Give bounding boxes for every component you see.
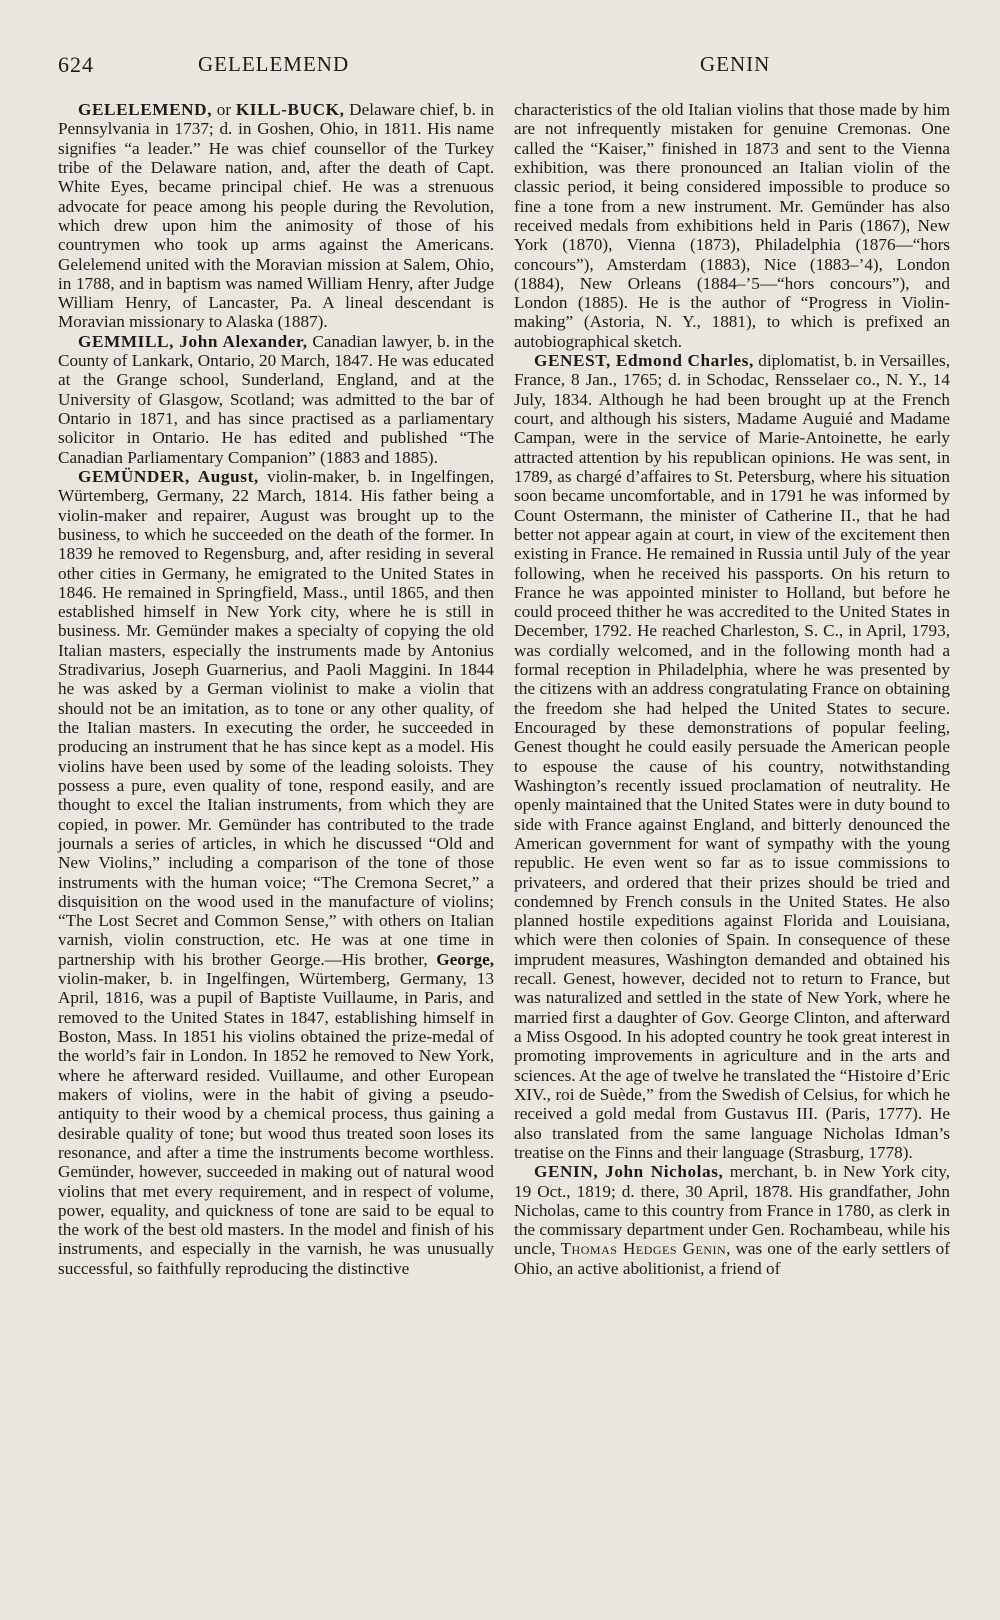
entry-genin <box>514 1162 950 1278</box>
entry-gemunder <box>58 467 494 1278</box>
entry-gemunder-continued: characteristics of the old Italian violins that those made by him are not infrequently mistaken for genuine Cremonas. One called the “Kaiser,” finished in 1873 and sent to the Vienna exhibition, was there pronounced an Italian violin of the classic period, it being considered impossible to produce so fine a tone from a new instrument. Mr. Gemünder has also received medals from exhibitions held in Paris (1867), New York (1870), Vienna (1873), Philadelphia (1876—“hors concours”), Amsterdam (1883), Nice (1883–’4), London (1884), New Orleans (1884–’5—“hors concours”), and London (1885). He is the author of “Progress in Violin-making” (Astoria, N. Y., 1881), to which is prefixed an autobiographical sketch. <box>514 100 950 351</box>
entry-headword: GELELEMEND, <box>78 100 213 119</box>
entry-body: Delaware chief, b. in Pennsylvania in 1737; d. in Goshen, Ohio, in 1811. His name signifies “a leader.” He was chief counsellor of the Turkey tribe of the Delaware nation, and, after the death of Capt. White Eyes, became principal chief. He was a strenuous advocate for peace among his people during the Revolution, which drew upon him the animosity of those of his countrymen who took up arms against the Americans. Gelelemend united with the Moravian mission at Salem, Ohio, in 1788, and in baptism was named William Henry, after Judge William Henry, of Lancaster, Pa. A lineal descendant is Moravian missionary to Alaska (1887). <box>58 100 494 332</box>
entry-crossref-name: Thomas Hedges Genin <box>560 1239 727 1259</box>
entry-subheadword: George, <box>436 949 494 969</box>
entry-body: violin-maker, b. in Ingelfingen, Würtemberg, Germany, 22 March, 1814. His father being a violin-maker and repairer, August was brought up to the business, to which he succeeded on the death of the former. In 1839 he removed to Regensburg, and, after residing in several other cities in Germany, he emigrated to the United States in 1846. He remained in Springfield, Mass., until 1865, and then established himself in New York city, where he is still in business. Mr. Gemünder makes a specialty of copying the old Italian masters, especially the instruments made by Antonius Stradivarius, Joseph Guarnerius, and Paoli Maggini. In 1844 he was asked by a German violinist to make a violin that should not be an imitation, as to tone or any other quality, of the Italian masters. In executing the order, he succeeded in producing an instrument that he has since kept as a model. His violins have been used by some of the leading soloists. They possess a pure, even quality of tone, respond easily, and are thought to excel the Italian instruments, from which they are copied, in power. Mr. Gemünder has contributed to the trade journals a series of articles, in which he discussed “Old and New Violins,” including a comparison of the tone of those instruments with the human voice; “The Cremona Secret,” a disquisition on the wood used in the manufacture of violins; “The Lost Secret and Common Sense,” with others on Italian varnish, violin construction, etc. He was at one time in partnership with his brother George.—His brother, <box>58 466 494 969</box>
entry-headword: GEMÜNDER, August, <box>78 466 259 486</box>
entry-alt-headword: KILL-BUCK, <box>235 100 345 119</box>
entry-headword: GENIN, John Nicholas, <box>534 1162 724 1182</box>
right-column <box>514 100 950 1278</box>
page-number: 624 <box>58 52 94 77</box>
entry-body: diplomatist, b. in Versailles, France, 8 Jan., 1765; d. in Schodac, Rensselaer co., N. Y., 14 July, 1834. Although he had been brought up at the French court, and although his sisters, Madame Auguié and Madame Campan, were in the service of Marie-Antoinette, he early attracted attention by his republican opinions. He was sent, in 1789, as chargé d’affaires to St. Petersburg, where his situation soon became uncomfortable, and in 1791 he was informed by Count Ostermann, the minister of Catherine II., that he had better not appear again at court, in view of the excitement then existing in France. He remained in Russia until July of the year following, when he received his passports. On his return to France he was appointed minister to Holland, but before he could proceed thither he was accredited to the United States in December, 1792. He reached Charleston, S. C., in April, 1793, was cordially welcomed, and in the following month had a formal reception in Philadelphia, where he was presented by the citizens with an address congratulating France on obtaining the freedom she had helped the United States to secure. Encouraged by these demonstrations of popular feeling, Genest thought he could easily persuade the American people to espouse the cause of his country, notwithstanding Washington’s recently issued proclamation of neutrality. He openly maintained that the United States were in duty bound to side with France against England, and bitterly denounced the American government for want of sympathy with the young republic. He even went so far as to issue commissions to privateers, and ordered that their prizes should be tried and condemned by French consuls in the United States. He also planned hostile expeditions against Florida and Louisiana, which were then colonies of Spain. In consequence of these imprudent measures, Washington demanded and obtained his recall. Genest, however, decided not to return to France, but was naturalized and settled in the state of New York, where he married first a daughter of Gov. George Clinton, and afterward a Miss Osgood. In his adopted country he took great interest in promoting improvements in agriculture and in the arts and sciences. At the age of twelve he translated the “Histoire d’Eric XIV., roi de Suède,” from the Swedish of Celsius, for which he received a gold medal from Gustavus III. (Paris, 1777). He also translated from the same language Nicholas Idman’s treatise on the Finns and their language (Strasburg, 1778). <box>514 351 950 1162</box>
right-guide-word: GENIN <box>700 52 771 76</box>
entry-body: merchant, b. in New York city, 19 Oct., 1819; d. there, 30 April, 1878. His grandfather, John Nicholas, came to this country from France in 1780, as clerk in the commissary department under Gen. Rochambeau, while his uncle, <box>514 1162 950 1259</box>
entry-body: , was one of the early settlers of Ohio, an active abolitionist, a friend of <box>514 1239 950 1278</box>
entry-body: violin-maker, b. in Ingelfingen, Würtemberg, Germany, 13 April, 1816, was a pupil of Baptiste Vuillaume, in Paris, and removed to the United States in 1847, establishing himself in Boston, Mass. In 1851 his violins obtained the prize-medal of the world’s fair in London. In 1852 he removed to New York, where he afterward resided. Vuillaume, and other European makers of violins, were in the habit of giving a pseudo-antiquity to their wood by a chemical process, thus gaining a desirable quality of tone; but wood thus treated soon loses its resonance, and after a time the instruments become worthless. Gemünder, however, succeeded in making out of natural wood violins that met every requirement, and in respect of volume, power, equality, and quickness of tone are said to be equal to the work of the best old masters. In the model and finish of his instruments, and especially in the varnish, he was unusually successful, so faithfully reproducing the distinctive <box>58 969 494 1278</box>
entry-body: Canadian lawyer, b. in the County of Lankark, Ontario, 20 March, 1847. He was educated at the Grange school, Sunderland, England, and at the University of Glasgow, Scotland; was admitted to the bar of Ontario in 1871, and has since practised as a parliamentary solicitor in Ontario. He has edited and published “The Canadian Parliamentary Companion” (1883 and 1885). <box>58 331 494 467</box>
entry-genest <box>514 351 950 1162</box>
entry-gemmill <box>58 332 494 467</box>
running-header <box>58 52 944 82</box>
entry-headword: GEMMILL, John Alexander, <box>78 331 308 351</box>
entry-headword: GENEST, Edmond Charles, <box>534 351 754 371</box>
entry-gelelemend <box>58 100 494 332</box>
left-column <box>58 100 494 1278</box>
left-guide-word: GELELEMEND <box>198 52 350 76</box>
entry-separator: or <box>212 100 236 119</box>
